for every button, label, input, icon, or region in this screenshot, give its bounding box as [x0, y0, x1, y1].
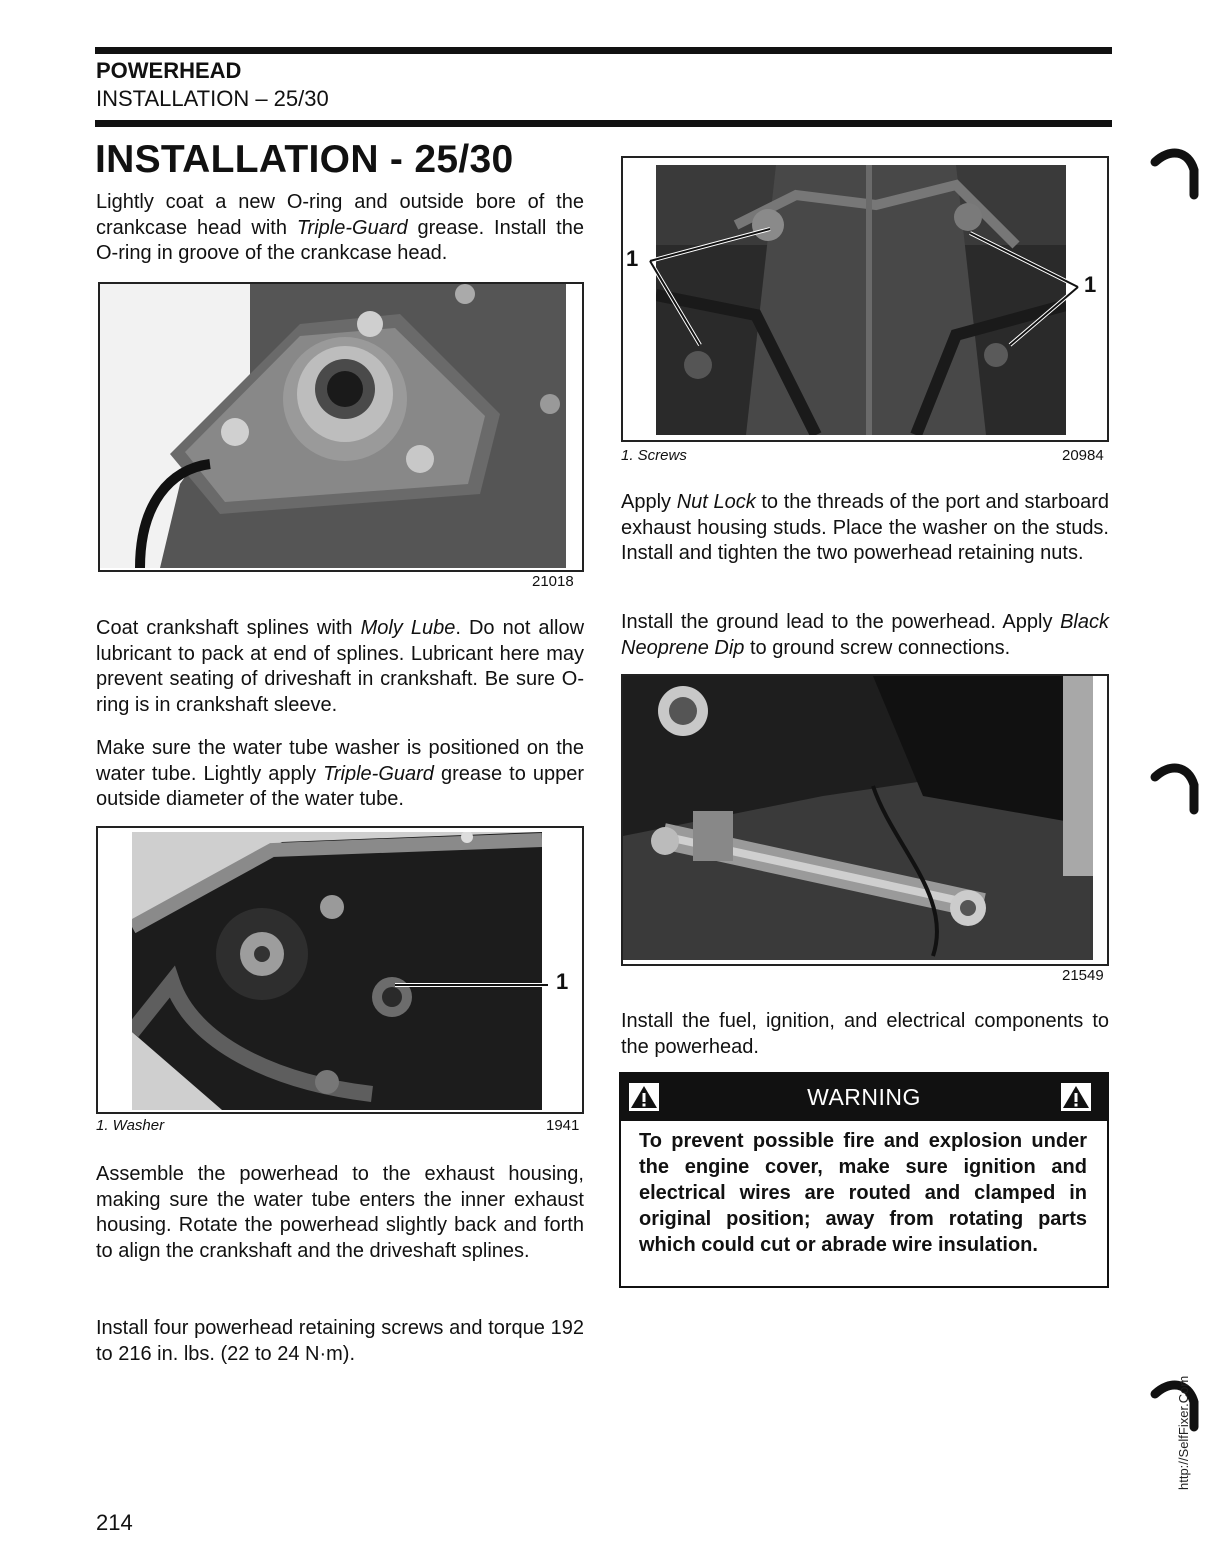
- paragraph-ground-lead: Install the ground lead to the powerhead. Apply Black Neoprene Dip to ground screw connections.: [621, 611, 1109, 659]
- screws-callout-right: 1: [1084, 272, 1097, 297]
- figure-caption-washer: 1. Washer: [96, 1117, 165, 1134]
- warning-text: To prevent possible fire and explosion under the engine cover, make sure ignition and electrical wires are routed and clamped in original position; away from rotating parts which could cut or abrade wire insulation.: [639, 1130, 1087, 1256]
- paragraph-oring: Lightly coat a new O-ring and outside bore of the crankcase head with Triple-Guard grease. Install the O-ring in groove of the crankcase head.: [96, 191, 584, 264]
- figure-number: 21549: [1062, 967, 1104, 984]
- figure-number: 1941: [546, 1117, 580, 1134]
- page-number: 214: [96, 1510, 133, 1535]
- warning-title-bar: [621, 1074, 1107, 1121]
- paragraph-fuel-ignition: Install the fuel, ignition, and electrical components to the powerhead.: [621, 1010, 1109, 1058]
- figure-ground-lead-photo: [623, 676, 1093, 960]
- figure-washer-photo: [132, 832, 542, 1110]
- paragraph-moly-lube: Coat crankshaft splines with Moly Lube. Do not allow lubricant to pack at end of splines. Lubricant here may prevent seating of driveshaft in crankshaft. Be sure O-ring is in crankshaft sleeve.: [96, 617, 585, 716]
- screws-callout-left: 1: [626, 246, 639, 271]
- binder-hook-mark: [1150, 140, 1200, 200]
- header-rule-top: [95, 47, 1112, 54]
- warning-box: [619, 1072, 1109, 1288]
- figure-caption-screws: 1. Screws: [621, 447, 687, 464]
- figure-crankcase-head-photo: [100, 284, 566, 568]
- binder-hook-mark: [1150, 1372, 1200, 1432]
- paragraph-retaining-screws: Install four powerhead retaining screws and torque 192 to 216 in. lbs. (22 to 24 N·m).: [96, 1317, 584, 1365]
- figure-number: 20984: [1062, 447, 1104, 464]
- header-subsection: INSTALLATION – 25/30: [96, 86, 329, 111]
- warning-triangle-icon: [1061, 1083, 1091, 1111]
- header-section: POWERHEAD: [96, 58, 242, 83]
- binder-hook-mark: [1150, 755, 1200, 815]
- header-rule-bottom: [95, 120, 1112, 127]
- paragraph-water-tube: Make sure the water tube washer is positioned on the water tube. Lightly apply Triple-Guard grease to upper outside diameter of the water tube.: [96, 737, 584, 810]
- figure-number: 21018: [532, 573, 574, 590]
- paragraph-nut-lock: Apply Nut Lock to the threads of the port and starboard exhaust housing studs. Place the washer on the studs. Install and tighten the two powerhead retaining nuts.: [621, 491, 1109, 564]
- washer-callout-number: 1: [556, 969, 569, 994]
- paragraph-assemble-powerhead: Assemble the powerhead to the exhaust housing, making sure the water tube enters the inner exhaust housing. Rotate the powerhead slightly back and forth to align the crankshaft and the driveshaft splines.: [96, 1163, 584, 1262]
- washer-leader-line: [390, 978, 550, 992]
- screws-leader-lines: [640, 215, 1100, 365]
- watermark-url: http://SelfFixer.Com: [1176, 1375, 1191, 1490]
- warning-title: WARNING: [807, 1084, 921, 1110]
- page-title: INSTALLATION - 25/30: [95, 138, 514, 181]
